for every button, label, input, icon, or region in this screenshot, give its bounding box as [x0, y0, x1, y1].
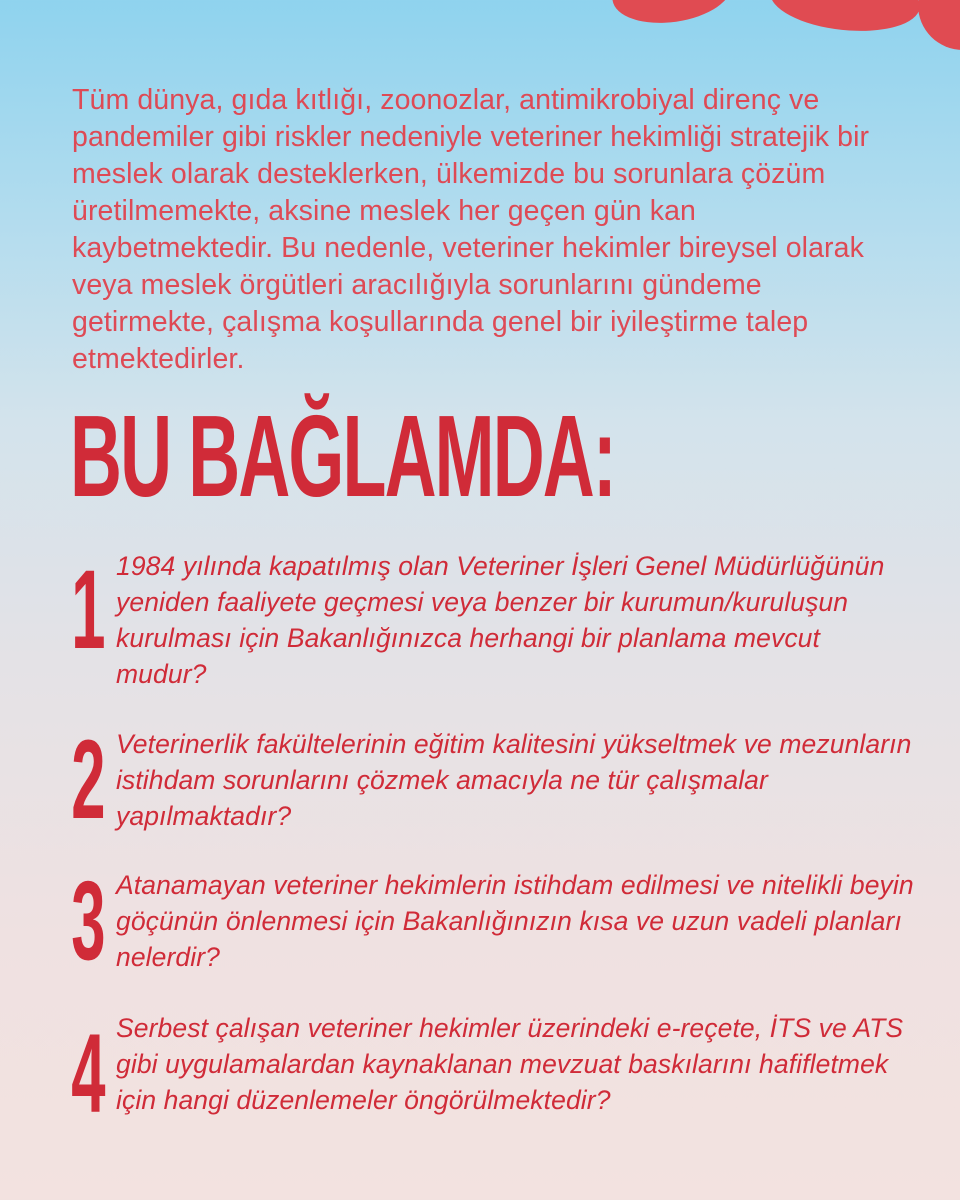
question-number: 4: [71, 1011, 106, 1136]
decorative-blob: [608, 0, 735, 30]
question-text: Veterinerlik fakültelerinin eğitim kalitesini yükseltmek ve mezunların istihdam sorunlarını çözmek amacıyla ne tür çalışmalar yapılmaktadır?: [116, 729, 912, 831]
decorative-blob: [918, 0, 960, 50]
question-number: 2: [71, 717, 106, 842]
question-text: Atanamayan veteriner hekimlerin istihdam edilmesi ve nitelikli beyin göçünün önlenmesi için Bakanlığınızın kısa ve uzun vadeli planları nelerdir?: [116, 870, 914, 972]
question-number: 3: [71, 858, 106, 983]
decorative-blob: [767, 0, 922, 38]
intro-paragraph: Tüm dünya, gıda kıtlığı, zoonozlar, antimikrobiyal direnç ve pandemiler gibi riskler nedeniyle veteriner hekimliği stratejik bir meslek olarak desteklerken, ülkemizde bu sorunlara çözüm üretilmemekte, aksine meslek her geçen gün kan kaybetmektedir. Bu nedenle, veteriner hekimler bireysel olarak veya meslek örgütleri aracılığıyla sorunlarını gündeme getirmekte, çalışma koşullarında genel bir iyileştirme talep etmektedirler.: [72, 84, 870, 375]
question-text: 1984 yılında kapatılmış olan Veteriner İşleri Genel Müdürlüğünün yeniden faaliyete geçmesi veya benzer bir kurumun/kuruluşun kurulması için Bakanlığınızca herhangi bir planlama mevcut mudur?: [116, 551, 885, 689]
section-heading: BU BAĞLAMDA:: [70, 391, 615, 521]
question-text: Serbest çalışan veteriner hekimler üzerindeki e-reçete, İTS ve ATS gibi uygulamalardan kaynaklanan mevzuat baskılarını hafifletmek için hangi düzenlemeler öngörülmektedir?: [116, 1013, 904, 1115]
question-number: 1: [71, 547, 106, 672]
